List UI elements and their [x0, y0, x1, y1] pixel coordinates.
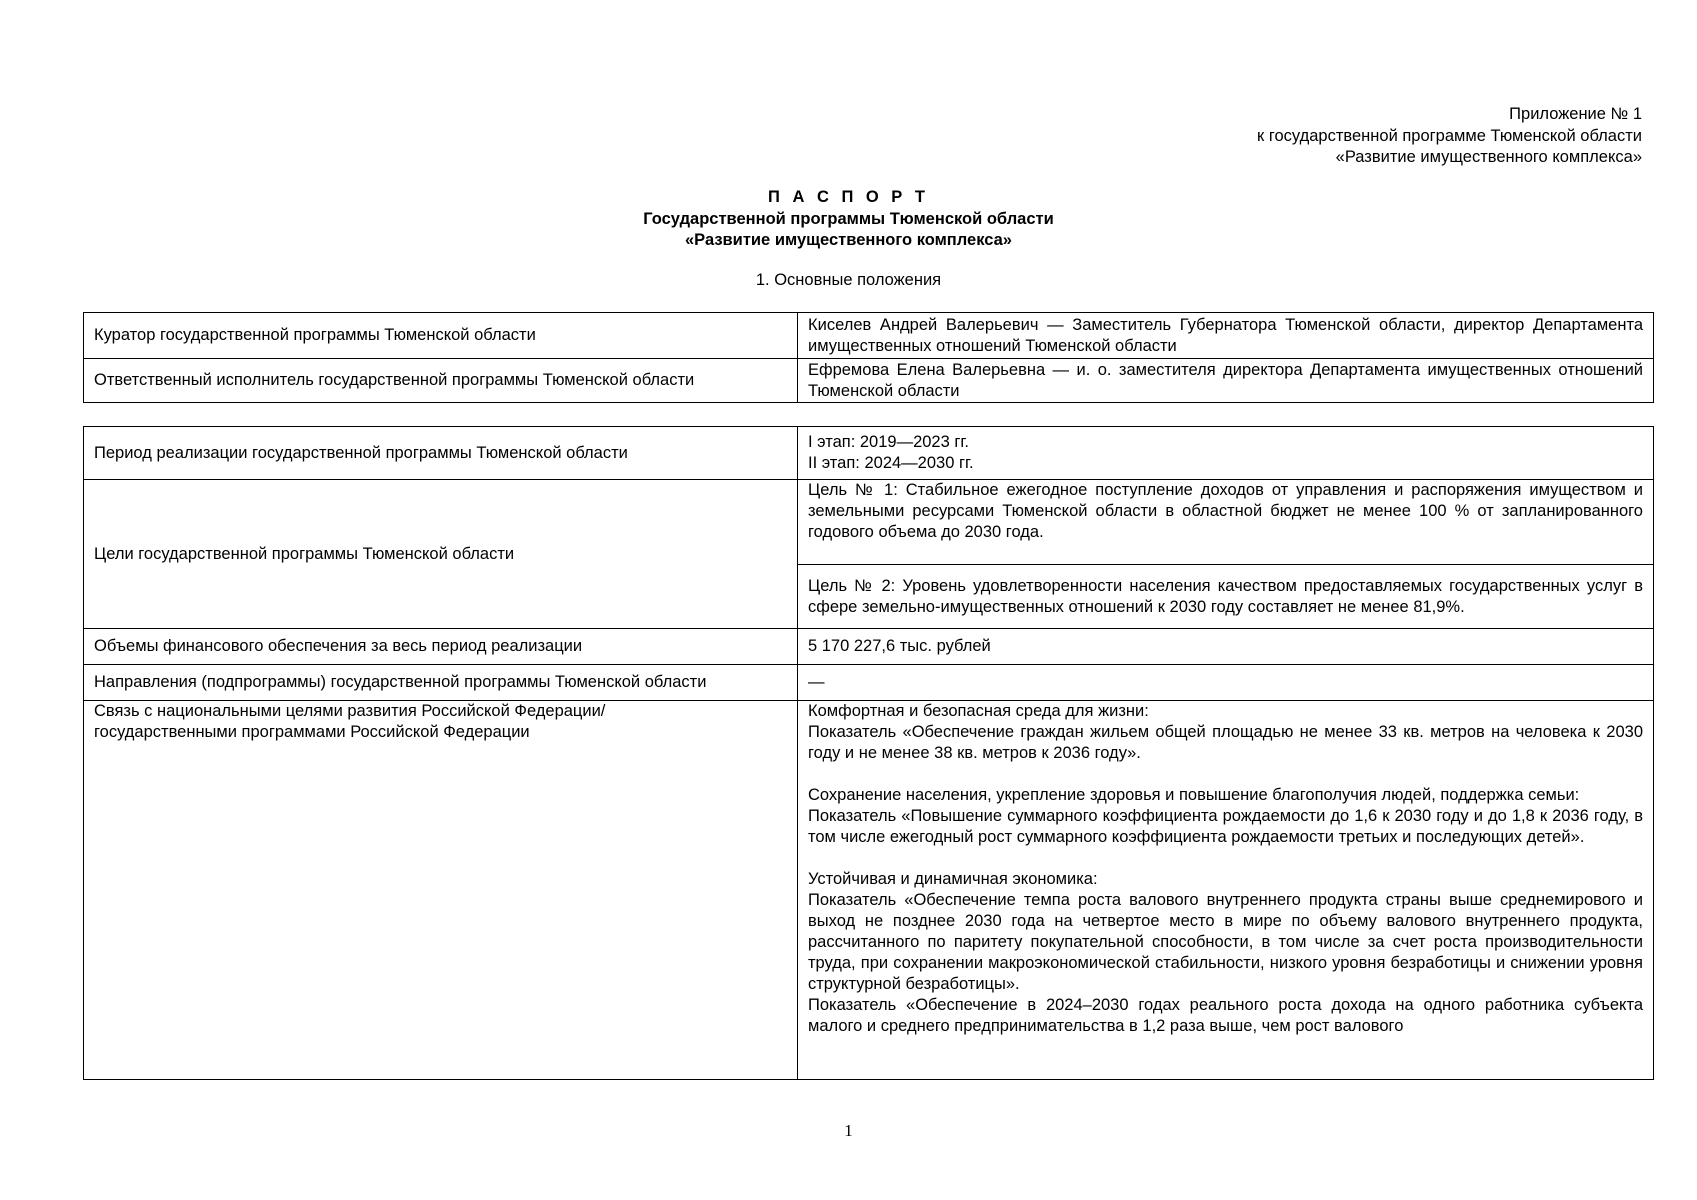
main-info-table: [83, 312, 1654, 403]
appendix-header: [1257, 104, 1642, 169]
program-details-table: [83, 426, 1654, 1080]
section-heading: 1. Основные положения: [755, 271, 942, 289]
appendix-number: Приложение № 1: [1509, 105, 1642, 123]
stage-1: I этап: 2019—2023 гг.: [808, 433, 969, 451]
goal-comfort-indicator: Показатель «Обеспечение граждан жильем общей площадью не менее 33 кв. метров на человека к 2030 году и не менее 38 кв. метров к 2036 году».: [808, 723, 1643, 762]
table-row: [84, 701, 1654, 1080]
period-label: Период реализации государственной программы Тюменской области: [84, 427, 798, 480]
national-goals-label-line1: Связь с национальными целями развития Российской Федерации/: [94, 702, 606, 720]
executor-label: Ответственный исполнитель государственной программы Тюменской области: [84, 359, 798, 403]
national-goals-label-line2: государственными программами Российской Федерации: [94, 723, 530, 741]
goal-2: Цель № 2: Уровень удовлетворенности населения качеством предоставляемых государственных услуг в сфере земельно-имущественных отношений к 2030 году составляет не менее 81,9%.: [798, 565, 1654, 629]
national-goals-label: [84, 701, 798, 1080]
goal-comfort-title: Комфортная и безопасная среда для жизни:: [808, 702, 1149, 720]
subprograms-label: Направления (подпрограммы) государственной программы Тюменской области: [84, 665, 798, 701]
goal-population-indicator: Показатель «Повышение суммарного коэффициента рождаемости до 1,6 к 2030 году и до 1,8 к 2036 году, в том числе ежегодный рост суммарного коэффициента рождаемости третьих и последующих детей».: [808, 807, 1643, 846]
period-value: [798, 427, 1654, 480]
curator-value: Киселев Андрей Валерьевич — Заместитель Губернатора Тюменской области, директор Департамента имущественных отношений Тюменской области: [798, 313, 1654, 359]
program-title: Государственной программы Тюменской области: [643, 209, 1054, 228]
goals-label: Цели государственной программы Тюменской области: [84, 480, 798, 629]
executor-value: Ефремова Елена Валерьевна — и. о. заместителя директора Департамента имущественных отношений Тюменской области: [798, 359, 1654, 403]
goal-economy-indicator-1: Показатель «Обеспечение темпа роста валового внутреннего продукта страны выше среднемирового и выход не позднее 2030 года на четвертое место в мире по объему валового внутреннего продукта, рассчитанного по паритету покупательной способности, в том числе за счет роста производительности труда, при сохранении макроэкономической стабильности, низкого уровня безработицы и снижении уровня структурной безработицы».: [808, 891, 1643, 993]
program-name: «Развитие имущественного комплекса»: [685, 231, 1012, 249]
appendix-program-ref: к государственной программе Тюменской области: [1257, 126, 1642, 145]
passport-title: П А С П О Р Т: [768, 188, 929, 206]
paragraph-gap: [808, 764, 1643, 785]
table-row: [84, 665, 1654, 701]
paragraph-gap: [808, 848, 1643, 869]
document-title: [0, 187, 1697, 252]
goal-1: Цель № 1: Стабильное ежегодное поступление доходов от управления и распоряжения имуществом и земельными ресурсами Тюменской области в областной бюджет не менее 100 % от запланированного годового объема до 2030 года.: [798, 480, 1654, 565]
funding-label: Объемы финансового обеспечения за весь период реализации: [84, 629, 798, 665]
table-row: [84, 480, 1654, 565]
appendix-program-name: «Развитие имущественного комплекса»: [1335, 148, 1642, 166]
table-row: [84, 359, 1654, 403]
goal-economy-title: Устойчивая и динамичная экономика:: [808, 870, 1098, 888]
stage-2: II этап: 2024—2030 гг.: [808, 454, 974, 472]
curator-label: Куратор государственной программы Тюменской области: [84, 313, 798, 359]
national-goals-value: [798, 701, 1654, 1080]
goal-population-title: Сохранение населения, укрепление здоровья и повышение благополучия людей, поддержка семьи:: [808, 786, 1580, 804]
subprograms-value: —: [798, 665, 1654, 701]
table-row: [84, 629, 1654, 665]
page-number: 1: [844, 1121, 853, 1140]
goal-economy-indicator-2: Показатель «Обеспечение в 2024–2030 годах реального роста дохода на одного работника субъекта малого и среднего предпринимательства в 1,2 раза выше, чем рост валового: [808, 996, 1643, 1035]
table-row: [84, 313, 1654, 359]
table-row: [84, 427, 1654, 480]
funding-value: 5 170 227,6 тыс. рублей: [798, 629, 1654, 665]
